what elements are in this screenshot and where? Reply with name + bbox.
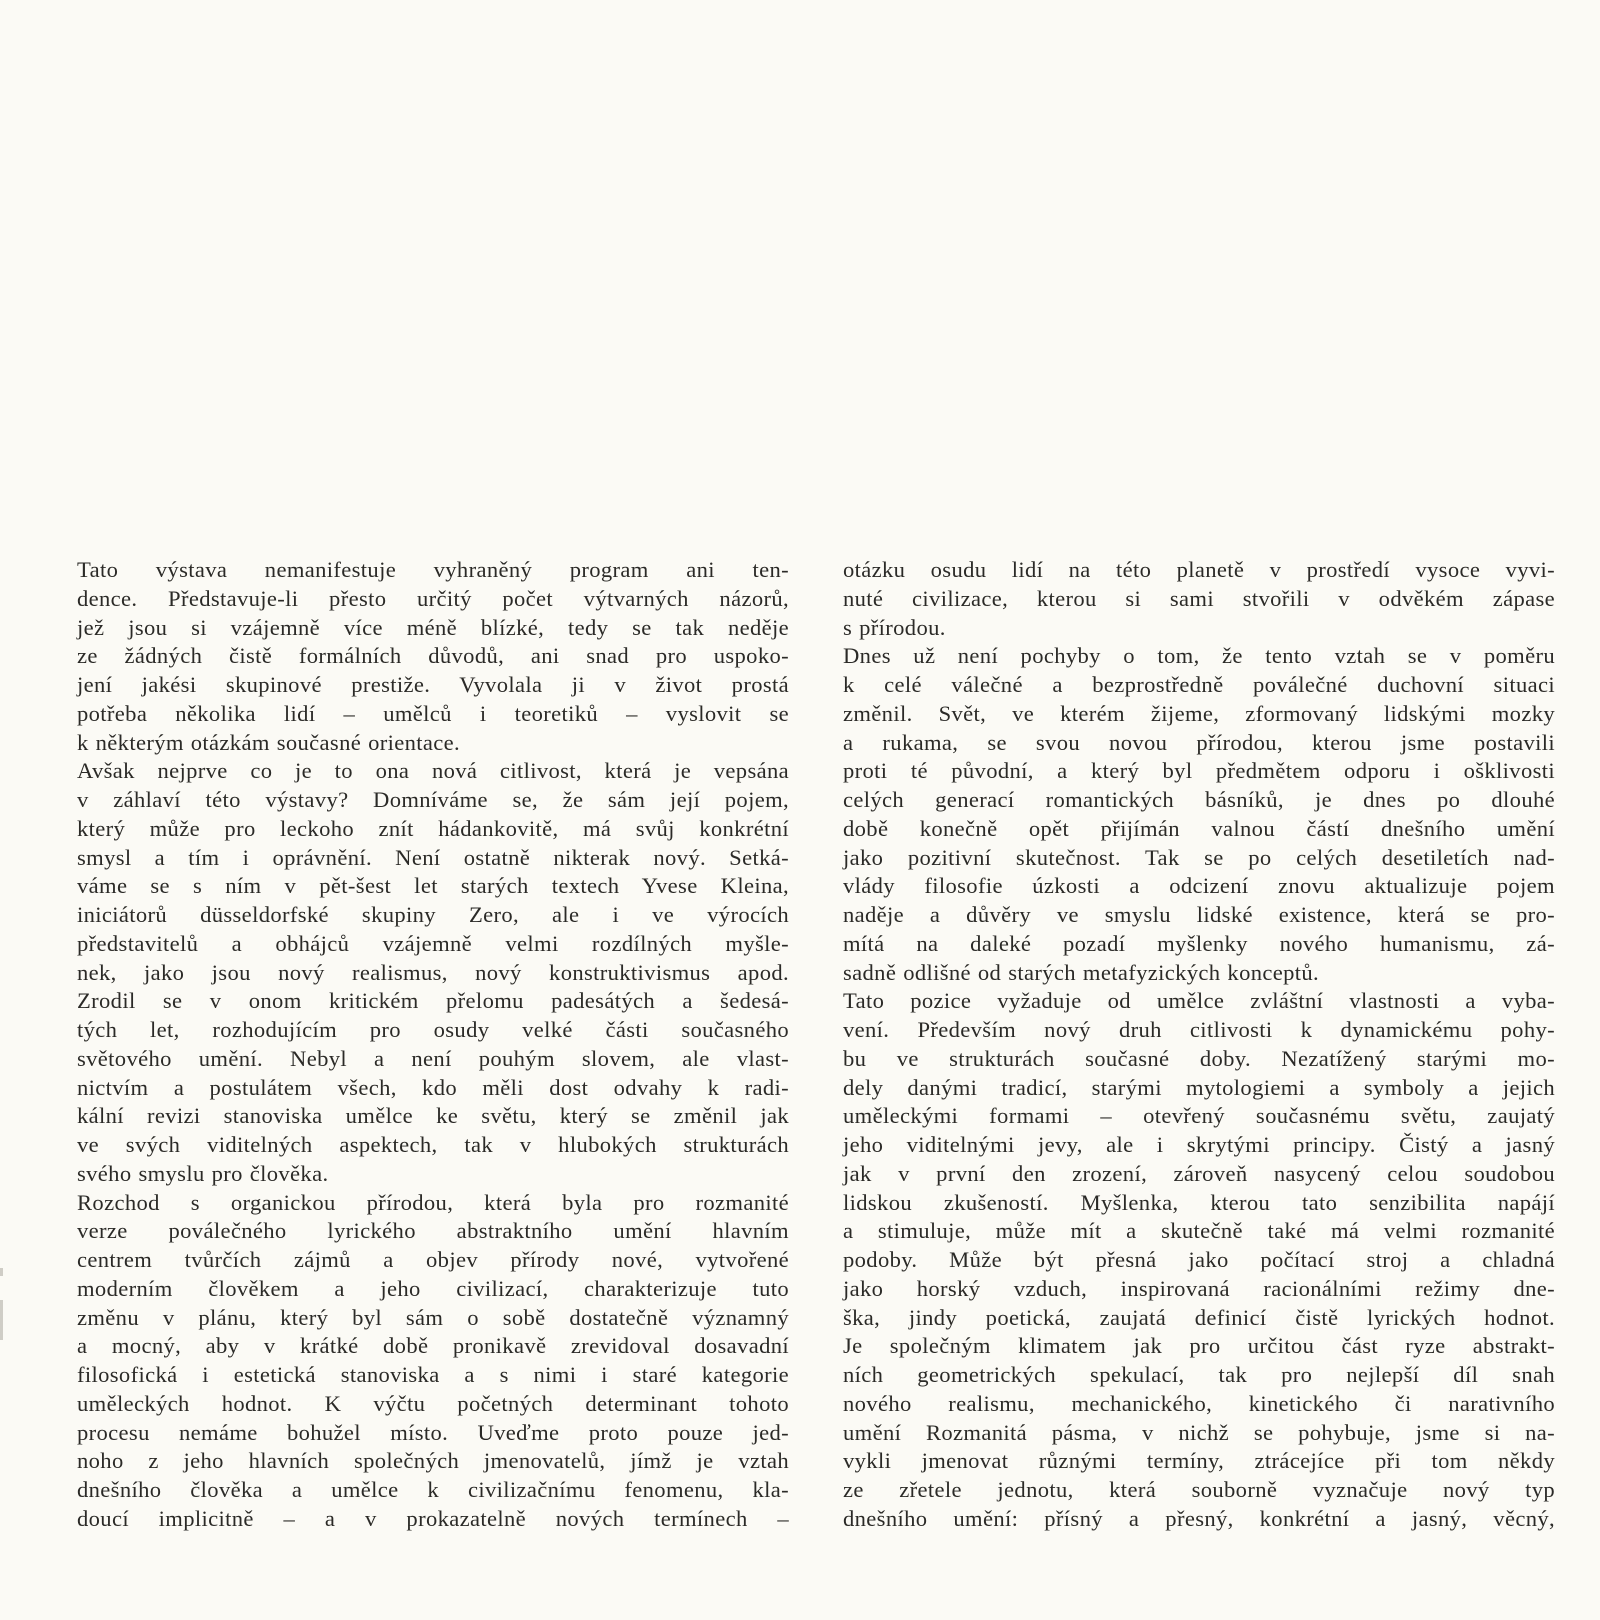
paragraph: [843, 556, 1555, 642]
text-line: podoby. Může být přesná jako počítací stroj a chladná: [843, 1247, 1555, 1272]
text-line: nek, jako jsou nový realismus, nový konstruktivismus apod.: [77, 959, 789, 985]
text-line: dence. Představuje-li přesto určitý počet výtvarných názorů,: [77, 585, 789, 611]
text-line: ních geometrických spekulací, tak pro nejlepší díl snah: [843, 1362, 1555, 1387]
text-line: procesu nemáme bohužel místo. Uveďme proto pouze jed-: [77, 1419, 789, 1445]
text-line: dnešního umění: přísný a přesný, konkrétní a jasný, věcný,: [843, 1505, 1555, 1531]
text-line: uměleckých hodnot. K výčtu početných determinant tohoto: [77, 1390, 789, 1416]
text-line: představitelů a obhájců vzájemně velmi rozdílných myšle-: [77, 930, 789, 956]
text-line: a rukama, se svou novou přírodou, kterou jsme postavili: [843, 729, 1555, 755]
text-line: proti té původní, a který byl předmětem odporu i ošklivosti: [843, 758, 1555, 784]
text-line: ze zřetele jednotu, která souborně vyznačuje nový typ: [843, 1477, 1555, 1502]
text-line: jako horský vzduch, inspirovaná racionálními režimy dne-: [843, 1275, 1555, 1301]
text-line: Zrodil se v onom kritickém přelomu padesátých a šedesá-: [77, 988, 789, 1014]
text-line: vykli jmenovat různými termíny, ztrácejíce při tom někdy: [843, 1448, 1555, 1474]
scan-edge-mark: [0, 1300, 3, 1340]
text-line: naděje a důvěry ve smyslu lidské existence, která se pro-: [843, 902, 1555, 927]
text-line: k celé válečné a bezprostředně poválečné duchovní situaci: [843, 672, 1555, 697]
paragraph: [77, 757, 789, 1188]
text-line: jeho viditelnými jevy, ale i skrytými principy. Čistý a jasný: [843, 1132, 1555, 1157]
text-line: verze poválečného lyrického abstraktního umění hlavním: [77, 1218, 789, 1244]
text-line: Tato pozice vyžaduje od umělce zvláštní vlastnosti a vyba-: [843, 988, 1555, 1014]
text-line: Rozchod s organickou přírodou, která byla pro rozmanité: [77, 1189, 789, 1215]
text-line: potřeba několika lidí – umělců i teoretiků – vyslovit se: [77, 700, 789, 726]
text-line: k některým otázkám současné orientace.: [77, 729, 461, 755]
text-line: doucí implicitně – a v prokazatelně nových termínech –: [77, 1505, 789, 1531]
text-column-left: [77, 556, 789, 1534]
text-line: umění Rozmanitá pásma, v nichž se pohybuje, jsme si na-: [843, 1419, 1555, 1445]
text-line: ze žádných čistě formálních důvodů, ani snad pro uspoko-: [77, 643, 789, 669]
text-line: noho z jeho hlavních společných jmenovatelů, jímž je vztah: [77, 1448, 789, 1474]
text-line: bu ve strukturách současné doby. Nezatížený starými mo-: [843, 1045, 1555, 1071]
text-line: ve svých viditelných aspektech, tak v hlubokých strukturách: [77, 1132, 789, 1157]
text-line: Je společným klimatem jak pro určitou část ryze abstrakt-: [843, 1333, 1555, 1359]
text-line: vení. Především nový druh citlivosti k dynamickému pohy-: [843, 1017, 1555, 1042]
text-line: jení jakési skupinové prestiže. Vyvolala ji v život prostá: [77, 672, 789, 697]
text-line: jako pozitivní skutečnost. Tak se po celých desetiletích nad-: [843, 844, 1555, 870]
text-line: v záhlaví této výstavy? Domníváme se, že sám její pojem,: [77, 787, 789, 812]
text-line: a stimuluje, může mít a skutečně také má velmi rozmanité: [843, 1218, 1555, 1244]
text-line: lidskou zkušeností. Myšlenka, kterou tato senzibilita napájí: [843, 1189, 1555, 1215]
paragraph: [77, 556, 789, 757]
text-line: který může pro leckoho znít hádankovitě, má svůj konkrétní: [77, 815, 789, 841]
text-line: tých let, rozhodujícím pro osudy velké části současného: [77, 1017, 789, 1042]
text-line: Tato výstava nemanifestuje vyhraněný program ani ten-: [77, 557, 789, 582]
text-line: nového realismu, mechanického, kinetického či narativního: [843, 1390, 1555, 1416]
text-line: době konečně opět přijímán valnou částí dnešního umění: [843, 815, 1555, 841]
text-line: Dnes už není pochyby o tom, že tento vztah se v poměru: [843, 643, 1555, 669]
text-line: nictvím a postulátem všech, kdo měli dost odvahy k radi-: [77, 1074, 789, 1100]
text-line: centrem tvůrčích zájmů a objev přírody nové, vytvořené: [77, 1247, 789, 1272]
paragraph: [843, 987, 1555, 1533]
text-line: dnešního člověka a umělce k civilizačnímu fenomenu, kla-: [77, 1477, 789, 1502]
text-line: kální revizi stanoviska umělce ke světu, který se změnil jak: [77, 1103, 789, 1129]
text-line: jež jsou si vzájemně více méně blízké, tedy se tak neděje: [77, 614, 789, 640]
text-line: celých generací romantických básníků, je dnes po dlouhé: [843, 787, 1555, 812]
text-line: sadně odlišné od starých metafyzických konceptů.: [843, 959, 1320, 985]
text-line: mítá na daleké pozadí myšlenky nového humanismu, zá-: [843, 930, 1555, 956]
text-line: s přírodou.: [843, 614, 946, 640]
text-line: změnu v plánu, který byl sám o sobě dostatečně významný: [77, 1304, 789, 1330]
text-line: moderním člověkem a jeho civilizací, charakterizuje tuto: [77, 1275, 789, 1301]
text-line: smysl a tím i oprávnění. Není ostatně nikterak nový. Setká-: [77, 844, 789, 870]
paragraph: [77, 1189, 789, 1534]
text-line: filosofická i estetická stanoviska a s nimi i staré kategorie: [77, 1362, 789, 1387]
text-column-right: [843, 556, 1555, 1534]
scan-edge-mark: [0, 1268, 3, 1276]
text-line: otázku osudu lidí na této planetě v prostředí vysoce vyvi-: [843, 557, 1555, 582]
text-line: nuté civilizace, kterou si sami stvořili v odvěkém zápase: [843, 585, 1555, 611]
text-line: uměleckými formami – otevřený současnému světu, zaujatý: [843, 1103, 1555, 1129]
text-line: dely danými tradicí, starými mytologiemi a symboly a jejich: [843, 1074, 1555, 1100]
paragraph: [843, 642, 1555, 987]
text-line: změnil. Svět, ve kterém žijeme, zformovaný lidskými mozky: [843, 700, 1555, 726]
text-line: váme se s ním v pět-šest let starých textech Yvese Kleina,: [77, 873, 789, 899]
text-line: a mocný, aby v krátké době pronikavě zrevidoval dosavadní: [77, 1333, 789, 1359]
text-line: ška, jindy poetická, zaujatá definicí čistě lyrických hodnot.: [843, 1304, 1555, 1330]
text-line: iniciátorů düsseldorfské skupiny Zero, ale i ve výrocích: [77, 902, 789, 927]
text-line: vlády filosofie úzkosti a odcizení znovu aktualizuje pojem: [843, 873, 1555, 899]
text-line: Avšak nejprve co je to ona nová citlivost, která je vepsána: [77, 758, 789, 784]
text-line: jak v první den zrození, zároveň nasycený celou soudobou: [843, 1160, 1555, 1186]
text-line: světového umění. Nebyl a není pouhým slovem, ale vlast-: [77, 1045, 789, 1071]
text-line: svého smyslu pro člověka.: [77, 1160, 329, 1186]
